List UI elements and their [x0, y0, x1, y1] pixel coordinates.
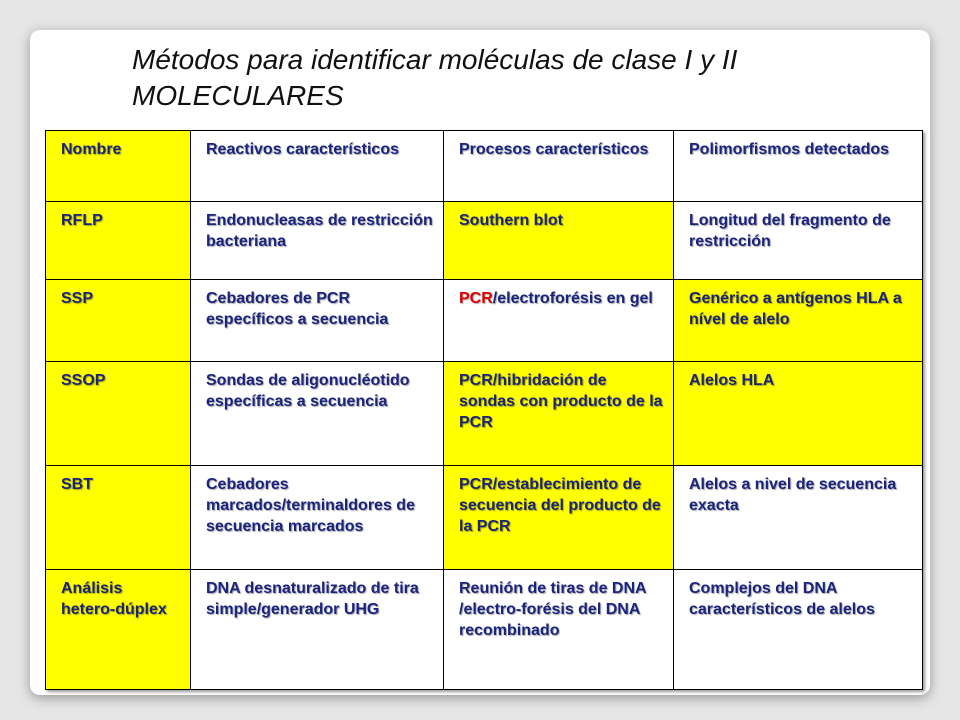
cell-reactivos: Cebadores de PCR específicos a secuencia	[191, 280, 444, 362]
cell-polimorfismos: Alelos HLA	[674, 362, 923, 466]
cell-reactivos: Cebadores marcados/terminaldores de secuencia marcados	[191, 466, 444, 570]
cell-procesos: PCR/hibridación de sondas con producto de la PCR	[444, 362, 674, 466]
header-procesos: Procesos característicos	[444, 131, 674, 202]
cell-reactivos: Endonucleasas de restricción bacteriana	[191, 202, 444, 280]
cell-nombre: Análisis hetero-dúplex	[46, 570, 191, 690]
header-polimorfismos: Polimorfismos detectados	[674, 131, 923, 202]
pcr-red-text: PCR	[459, 290, 493, 307]
cell-nombre: RFLP	[46, 202, 191, 280]
cell-procesos: Reunión de tiras de DNA /electro-forésis del DNA recombinado	[444, 570, 674, 690]
title-line-1: Métodos para identificar moléculas de clase I y II	[132, 44, 738, 75]
cell-procesos	[444, 280, 674, 362]
table-row	[46, 362, 923, 466]
cell-reactivos: DNA desnaturalizado de tira simple/generador UHG	[191, 570, 444, 690]
table-row	[46, 280, 923, 362]
table-row	[46, 466, 923, 570]
header-nombre: Nombre	[46, 131, 191, 202]
cell-polimorfismos: Alelos a nivel de secuencia exacta	[674, 466, 923, 570]
header-reactivos: Reactivos característicos	[191, 131, 444, 202]
cell-procesos: PCR/establecimiento de secuencia del producto de la PCR	[444, 466, 674, 570]
cell-nombre: SSP	[46, 280, 191, 362]
cell-nombre: SSOP	[46, 362, 191, 466]
cell-reactivos: Sondas de aligonucléotido específicas a secuencia	[191, 362, 444, 466]
cell-nombre: SBT	[46, 466, 191, 570]
cell-procesos: Southern blot	[444, 202, 674, 280]
cell-polimorfismos: Complejos del DNA característicos de alelos	[674, 570, 923, 690]
table-header-row	[46, 131, 923, 202]
table-row	[46, 202, 923, 280]
table-row	[46, 570, 923, 690]
methods-table	[45, 130, 923, 690]
slide-title	[132, 42, 892, 114]
title-line-2: MOLECULARES	[132, 80, 344, 111]
cell-polimorfismos: Genérico a antígenos HLA a nível de alelo	[674, 280, 923, 362]
procesos-text: /electroforésis en gel	[492, 290, 653, 307]
cell-polimorfismos: Longitud del fragmento de restricción	[674, 202, 923, 280]
